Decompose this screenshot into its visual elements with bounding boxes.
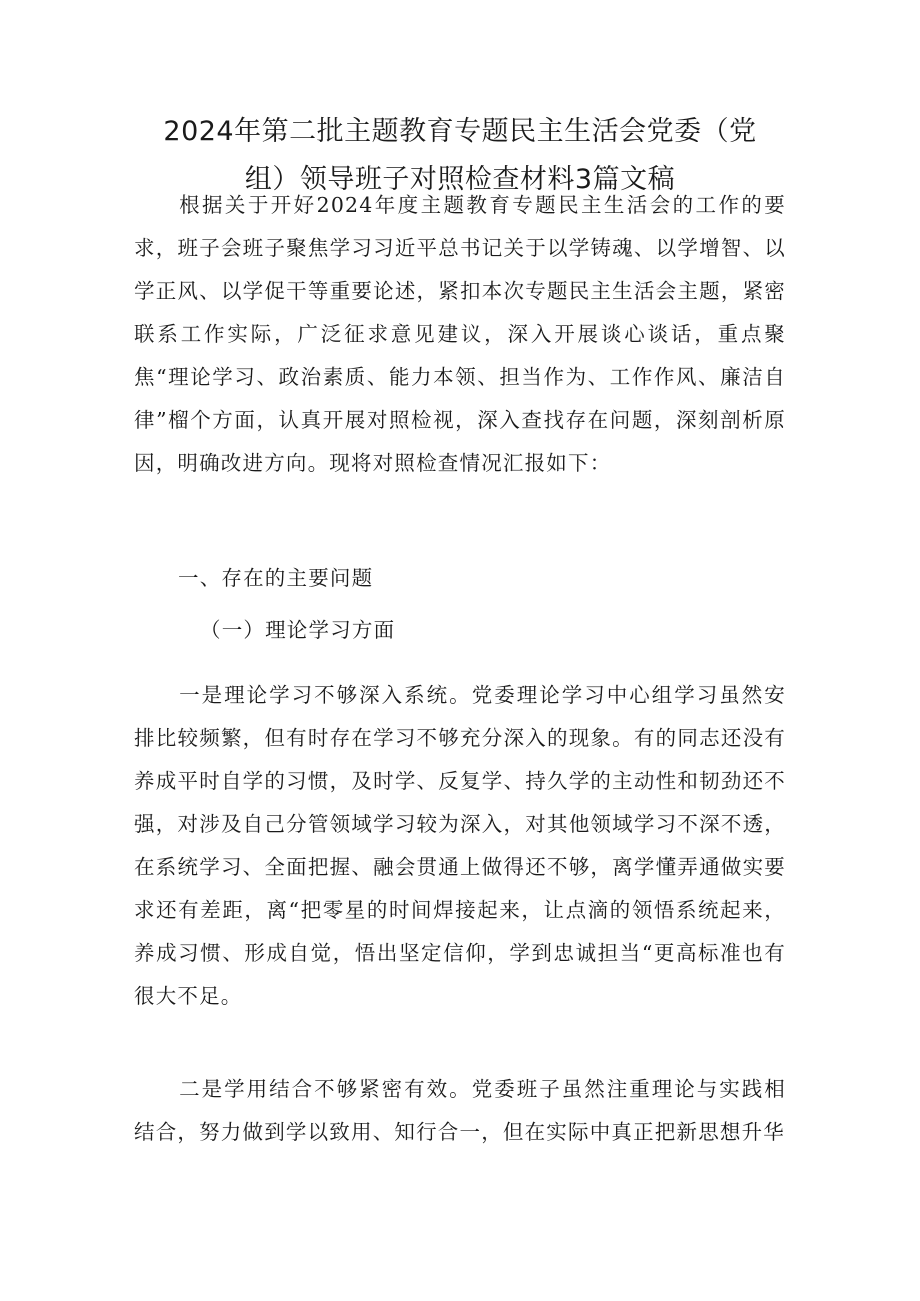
intro-paragraph: 根据关于开好2024年度主题教育专题民主生活会的工作的要求，班子会班子聚焦学习习近平总书记关于以学铸魂、以学增智、以学正风、以学促干等重要论述，紧扣本次专题民主生活会主题，紧密联系工作实际，广泛征求意见建议，深入开展谈心谈话，重点聚焦“理论学习、政治素质、能力本领、担当作为、工作作风、廉洁自律”榴个方面，认真开展对照检视，深入查找存在问题，深刻剖析原因，明确改进方向。现将对照检查情况汇报如下： <box>134 193 786 475</box>
body-paragraph-1: 一是理论学习不够深入系统。党委理论学习中心组学习虽然安排比较频繁，但有时存在学习不够充分深入的现象。有的同志还没有养成平时自学的习惯，及时学、反复学、持久学的主动性和韧劲还不强，对涉及自己分管领域学习较为深入，对其他领域学习不深不透，在系统学习、全面把握、融会贯通上做得还不够，离学懂弄通做实要求还有差距，离“把零星的时间焊接起来，让点滴的领悟系统起来，养成习惯、形成自觉，悟出坚定信仰，学到忠诚担当“更高标准也有很大不足。 <box>134 683 786 1008</box>
subsection-heading-theory-study: （一）理论学习方面 <box>200 618 396 642</box>
document-title-line-1: 2024年第二批主题教育专题民主生活会党委（党 <box>163 116 757 147</box>
section-heading-main-problems: 一、存在的主要问题 <box>178 566 374 590</box>
body-paragraph-2: 二是学用结合不够紧密有效。党委班子虽然注重理论与实践相结合，努力做到学以致用、知行合一，但在实际中真正把新思想升华 <box>134 1077 786 1144</box>
document-title-line-2: 组）领导班子对照检查材料3篇文稿 <box>244 164 676 195</box>
